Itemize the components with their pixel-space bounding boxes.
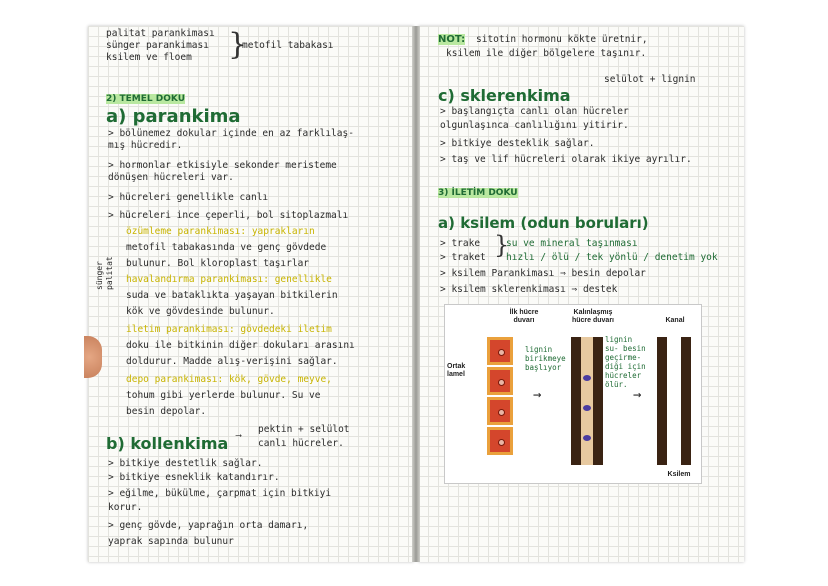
ksilem-figure: [444, 304, 702, 484]
ozumleme-line: [126, 226, 315, 238]
kollenkima-line-4: korur.: [108, 502, 143, 513]
ksilem-line-3: > ksilem Parankiması ⇒ besin depolar: [440, 268, 646, 279]
top-line-1: palitat parankiması: [106, 28, 215, 39]
parankima-line-1: > bölünemez dokular içinde en az farklılaş-: [108, 128, 354, 139]
parankima-line-3: > hormonlar etkisiyle sekonder meristeme: [108, 160, 337, 171]
xylem-vessel-left: [657, 337, 667, 465]
hn-3: başlıyor: [525, 363, 562, 372]
parankima-line-14: doku ile bitkinin diğer dokuları arasını: [126, 340, 355, 351]
arrow-2: →: [633, 387, 642, 403]
parankima-line-8: metofil tabakasında ve genç gövdede: [126, 242, 327, 253]
label-kalin-1: Kalınlaşmış: [573, 309, 613, 316]
nucleus: [498, 349, 505, 356]
xylem-vessel-right: [681, 337, 691, 465]
ksilem-line-1: > trake: [440, 238, 481, 249]
hand-note-lignin-2: [605, 335, 646, 389]
hn2-5: hücreler: [605, 371, 642, 380]
kollenkima-line-5: > genç gövde, yaprağın orta damarı,: [108, 520, 309, 531]
label-ortak: [447, 363, 477, 379]
parankima-line-4: dönüşen hücreleri var.: [108, 172, 234, 183]
ksilem-brace-line-1: su ve mineral taşınması: [506, 238, 638, 249]
section-2-heading: [106, 94, 185, 104]
top-brace: }: [228, 27, 248, 62]
cell: [487, 337, 513, 365]
kollenkima-note-1: pektin + selülot: [258, 424, 350, 435]
hn2-1: lignin: [605, 335, 633, 344]
hn2-2: su- besin: [605, 344, 646, 353]
nucleus: [498, 409, 505, 416]
top-line-2: sünger parankiması: [106, 40, 209, 51]
sklerenkima-note: selülot + lignin: [604, 74, 696, 85]
parankima-line-17: tohum gibi yerlerde bulunur. Su ve: [126, 390, 321, 401]
hn2-6: ölür.: [605, 380, 628, 389]
side-note-1: sünger: [95, 261, 104, 290]
sklerenkima-line-2: olgunlaşınca canlılığını yitirir.: [440, 120, 629, 131]
arrow-1: →: [533, 387, 542, 403]
note-line-1: sitotin hormonu kökte üretnir,: [476, 34, 648, 45]
note-label-text: NOT:: [438, 34, 466, 45]
section-3-label: 3) İLETİM DOKU: [438, 188, 518, 198]
parankima-line-18: besin depolar.: [126, 406, 207, 417]
label-ilk-hucre: [499, 309, 549, 325]
pit-1: [583, 375, 591, 381]
ksilem-brace: }: [494, 231, 510, 259]
kollenkima-title: b) kollenkima: [106, 434, 229, 453]
label-ortak-1: Ortak: [447, 363, 466, 370]
sklerenkima-title: c) sklerenkima: [438, 86, 571, 105]
section-3-heading: [438, 188, 518, 198]
label-kalin-2: hücre duvarı: [571, 317, 614, 324]
xylem-wall-right: [593, 337, 603, 465]
depo-text: depo parankiması: kök, gövde, meyve,: [126, 374, 332, 385]
top-brace-note: metofil tabakası: [242, 40, 334, 51]
pit-2: [583, 405, 591, 411]
parankima-title: a) parankima: [106, 106, 241, 127]
side-note-2: palitat: [105, 256, 114, 290]
label-ilk-2: duvarı: [513, 317, 535, 324]
cell: [487, 397, 513, 425]
sklerenkima-line-1: > başlangıçta canlı olan hücreler: [440, 106, 629, 117]
top-line-3: ksilem ve floem: [106, 52, 192, 63]
cell: [487, 367, 513, 395]
note-line-2: ksilem ile diğer bölgelere taşınır.: [446, 48, 647, 59]
parankima-line-15: doldurur. Madde alış-verişini sağlar.: [126, 356, 338, 367]
label-kalin: [563, 309, 623, 325]
section-2-label: 2) TEMEL DOKU: [106, 94, 186, 104]
hand-note-lignin: [525, 345, 566, 372]
kollenkima-arrow: ⟶: [236, 431, 242, 441]
iletim-par-text: iletim parankiması: gövdedeki iletim: [126, 324, 332, 335]
parankima-line-2: mış hücredir.: [108, 140, 183, 151]
vessel-channel: [667, 337, 681, 465]
parankima-line-9: bulunur. Bol kloroplast taşırlar: [126, 258, 310, 269]
parankima-line-6: > hücreleri ince çeperli, bol sitoplazmalı: [108, 210, 349, 221]
hn2-3: geçirme-: [605, 353, 642, 362]
kollenkima-line-3: > eğilme, bükülme, çarpmat için bitkiyi: [108, 488, 332, 499]
havalandirma-text: havalandırma parankiması: genellikle: [126, 274, 332, 285]
sklerenkima-line-3: > bitkiye desteklik sağlar.: [440, 138, 595, 149]
havalandirma-line: [126, 274, 332, 286]
kollenkima-line-2: > bitkiye esneklik katandırır.: [108, 472, 280, 483]
hn2-4: diği için: [605, 362, 646, 371]
parankima-line-5: > hücreleri genellikle canlı: [108, 192, 269, 203]
kollenkima-line-1: > bitkiye destetlik sağlar.: [108, 458, 263, 469]
label-ksilem: Ksilem: [667, 471, 691, 478]
parankima-line-12: kök ve gövdesinde bulunur.: [126, 306, 275, 317]
nucleus: [498, 439, 505, 446]
label-kanal: Kanal: [665, 317, 685, 324]
kollenkima-note-2: canlı hücreler.: [258, 438, 344, 449]
kollenkima-line-6: yaprak sapında bulunur: [108, 536, 234, 547]
cell: [487, 427, 513, 455]
depo-line: [126, 374, 332, 386]
label-ilk-1: İlk hücre: [509, 309, 539, 316]
ksilem-title: a) ksilem (odun boruları): [438, 214, 649, 232]
ksilem-line-4: > ksilem sklerenkiması ⇒ destek: [440, 284, 618, 295]
ksilem-brace-line-2: hızlı / ölü / tek yönlü / denetim yok: [506, 252, 718, 263]
ozumleme-text: özümleme parankiması: yaprakların: [126, 226, 315, 237]
label-ortak-2: lamel: [447, 371, 465, 378]
xylem-lumen: [581, 337, 593, 465]
pit-3: [583, 435, 591, 441]
sklerenkima-line-4: > taş ve lif hücreleri olarak ikiye ayrılır.: [440, 154, 692, 165]
parankima-line-11: suda ve bataklıkta yaşayan bitkilerin: [126, 290, 338, 301]
hn-2: birikmeye: [525, 354, 566, 363]
note-label: [438, 34, 465, 45]
xylem-wall-left: [571, 337, 581, 465]
hn-1: lignin: [525, 345, 553, 354]
notebook-spine: [412, 26, 420, 562]
finger-thumb: [84, 336, 102, 378]
ksilem-line-2: > traket: [440, 252, 486, 263]
iletim-par-line: [126, 324, 332, 336]
nucleus: [498, 379, 505, 386]
